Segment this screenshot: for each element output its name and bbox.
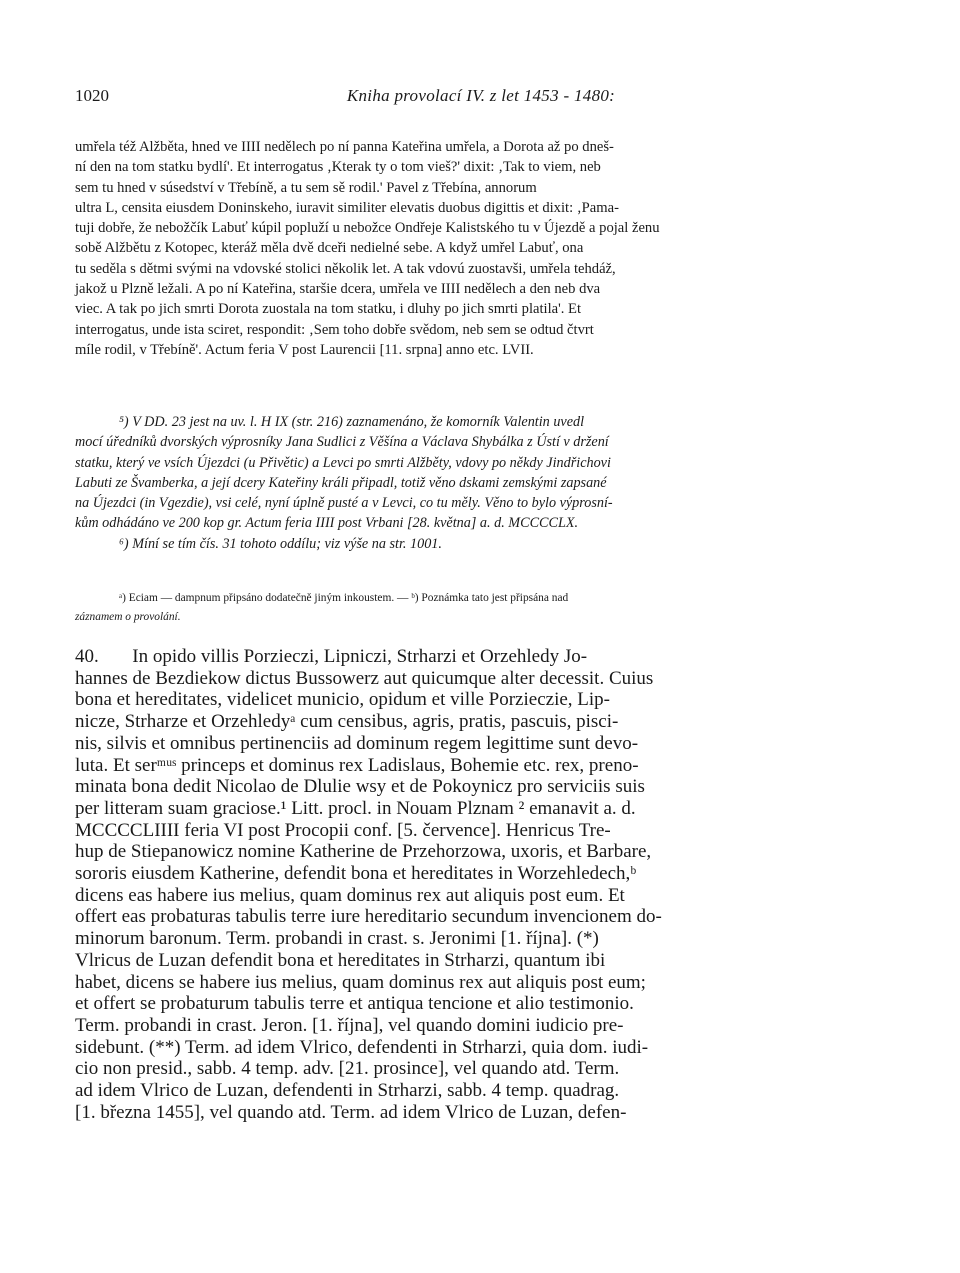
text-line: sidebunt. (**) Term. ad idem Vlrico, defendenti in Strharzi, quia dom. iudi- [75, 1036, 649, 1058]
text-line: ultra L, censita eiusdem Doninskeho, iuravit similiter elevatis duobus digittis et dixit: ‚Pama- [75, 199, 619, 216]
text-line: tuji dobře, že nebožčík Labuť kúpil popluží u nebožce Ondřeje Kalistského tu v Újezdě a pojal ženu [75, 220, 660, 237]
text-line: Term. probandi in crast. Jeron. [1. října], vel quando domini iudicio pre- [75, 1014, 624, 1036]
entry-number: 40. [75, 646, 99, 667]
footnotes [75, 412, 880, 554]
entry-first-line [75, 646, 880, 668]
text-line: et offert se probaturum tabulis terre et antiqua tencione et alio testimonio. [75, 993, 634, 1015]
text-line: bona et hereditates, videlicet municio, opidum et ville Porzieczie, Lip- [75, 689, 610, 711]
critical-note-line: záznamem o provolání. [75, 611, 181, 623]
text-line: per litteram suam graciose.¹ Litt. procl. in Nouam Plznam ² emanavit a. d. [75, 797, 636, 819]
text-line: minata bona dedit Nicolao de Dlulie wsy et de Pokoynicz pro serviciis suis [75, 776, 645, 798]
footnote-line: kům odhádáno ve 200 kop gr. Actum feria IIII post Vrbani [28. května] a. d. MCCCCLX. [75, 515, 579, 532]
text-line: sobě Alžbětu z Kotopec, kteráž měla dvě dceři nedielné sebe. A když umřel Labuť, ona [75, 240, 584, 257]
text-line: hup de Stiepanowicz nomine Katherine de Przehorzowa, uxoris, et Barbare, [75, 841, 652, 863]
text-line: MCCCCLIIII feria VI post Procopii conf. [5. července]. Henricus Tre- [75, 819, 611, 841]
running-title: Kniha provolací IV. z let 1453 - 1480: [346, 86, 616, 105]
text-line: habet, dicens se habere ius melius, quam dominus rex aut aliquis post eum; [75, 971, 646, 993]
text-line: ad idem Vlrico de Luzan, defendenti in Strharzi, sabb. 4 temp. quadrag. [75, 1080, 620, 1102]
text-line: offert eas probaturas tabulis terre iure hereditario secundum invencionem do- [75, 906, 662, 928]
page-header [75, 86, 887, 110]
text-line: interrogatus, unde ista sciret, respondit: ‚Sem toho dobře svědom, neb sem se odtud čtvrt [75, 321, 594, 338]
text-line: míle rodil, v Třebíně'. Actum feria V post Laurencii [11. srpna] anno etc. LVII. [75, 341, 534, 358]
text-line: ní den na tom statku bydlí'. Et interrogatus ‚Kterak ty o tom vieš?' dixit: ‚Tak to viem, neb [75, 159, 601, 176]
text-line: umřela též Alžběta, hned ve IIII nedělech po ní panna Kateřina umřela, a Dorota až po dneš- [75, 139, 614, 155]
text-line: dicens eas habere ius melius, quam dominus rex aut aliquis post eum. Et [75, 884, 625, 906]
text-line: nis, silvis et omnibus pertinenciis ad dominum regem legittime sunt devo- [75, 732, 639, 754]
testimony-text [75, 137, 880, 360]
text-line: minorum baronum. Term. probandi in crast. s. Jeronimi [1. října]. (*) [75, 928, 599, 950]
footnote-line: mocí úředníků dvorských výprosníky Jana Sudlici z Věšína a Václava Shybálka z Ústí v držení [75, 434, 609, 451]
entry-40 [75, 646, 880, 1123]
critical-notes [75, 589, 880, 627]
text-line: jakož u Plzně ležali. A po ní Kateřina, staršie dcera, umřela ve IIII nedělech a den neb dva [75, 281, 601, 298]
text-line: luta. Et serᵐᵘˢ princeps et dominus rex Ladislaus, Bohemie etc. rex, preno- [75, 754, 639, 776]
text-line: tu seděla s dětmi svými na vdovské stolici několik let. A tak vdovú zuostavši, umřela tehdáž, [75, 260, 616, 277]
text-line: cio non presid., sabb. 4 temp. adv. [21. prosince], vel quando atd. Term. [75, 1058, 620, 1080]
text-line: hannes de Bezdiekow dictus Bussowerz aut quicumque alter decessit. Cuius [75, 667, 654, 689]
footnote-line: statku, který ve vsích Újezdci (u Přivětic) a Levci po smrti Alžběty, vdovy po někdy Jindřichovi [75, 454, 611, 471]
footnote-line: Labuti ze Švamberka, a její dcery Kateřiny králi připadl, totiž věno dskami zemskými zapsané [75, 474, 607, 491]
critical-note-line: ᵃ) Eciam — dampnum připsáno dodatečně jiným inkoustem. — ᵇ) Poznámka tato jest připsána nad [119, 592, 569, 604]
text-line: In opido villis Porzieczi, Lipniczi, Strharzi et Orzehledy Jo- [132, 646, 588, 667]
text-line: viec. A tak po jich smrti Dorota zuostala na tom statku, i dluhy po jich smrti platila'. Et [75, 301, 582, 318]
footnote-line: ⁵) V DD. 23 jest na uv. l. H IX (str. 216) zaznamenáno, že komorník Valentin uvedl [119, 414, 585, 430]
text-line: sem tu hned v súsedství v Třebíně, a tu sem sě rodil.' Pavel z Třebína, annorum [75, 179, 537, 196]
text-line: nicze, Strharze et Orzehledyᵃ cum censibus, agris, pratis, pascuis, pisci- [75, 711, 619, 733]
page-number: 1020 [75, 86, 109, 105]
footnote-line: ⁶) Míní se tím čís. 31 tohoto oddílu; viz výše na str. 1001. [119, 535, 442, 552]
footnote-line: na Újezdci (in Vgezdie), vsi celé, nyní úplně pusté a v Levci, co tu měly. Věno to bylo výprosní- [75, 495, 613, 512]
text-line: [1. března 1455], vel quando atd. Term. ad idem Vlrico de Luzan, defen- [75, 1101, 627, 1123]
text-line: Vlricus de Luzan defendit bona et hereditates in Strharzi, quantum ibi [75, 949, 606, 971]
text-line: sororis eiusdem Katherine, defendit bona et hereditates in Worzehledech,ᵇ [75, 863, 637, 885]
